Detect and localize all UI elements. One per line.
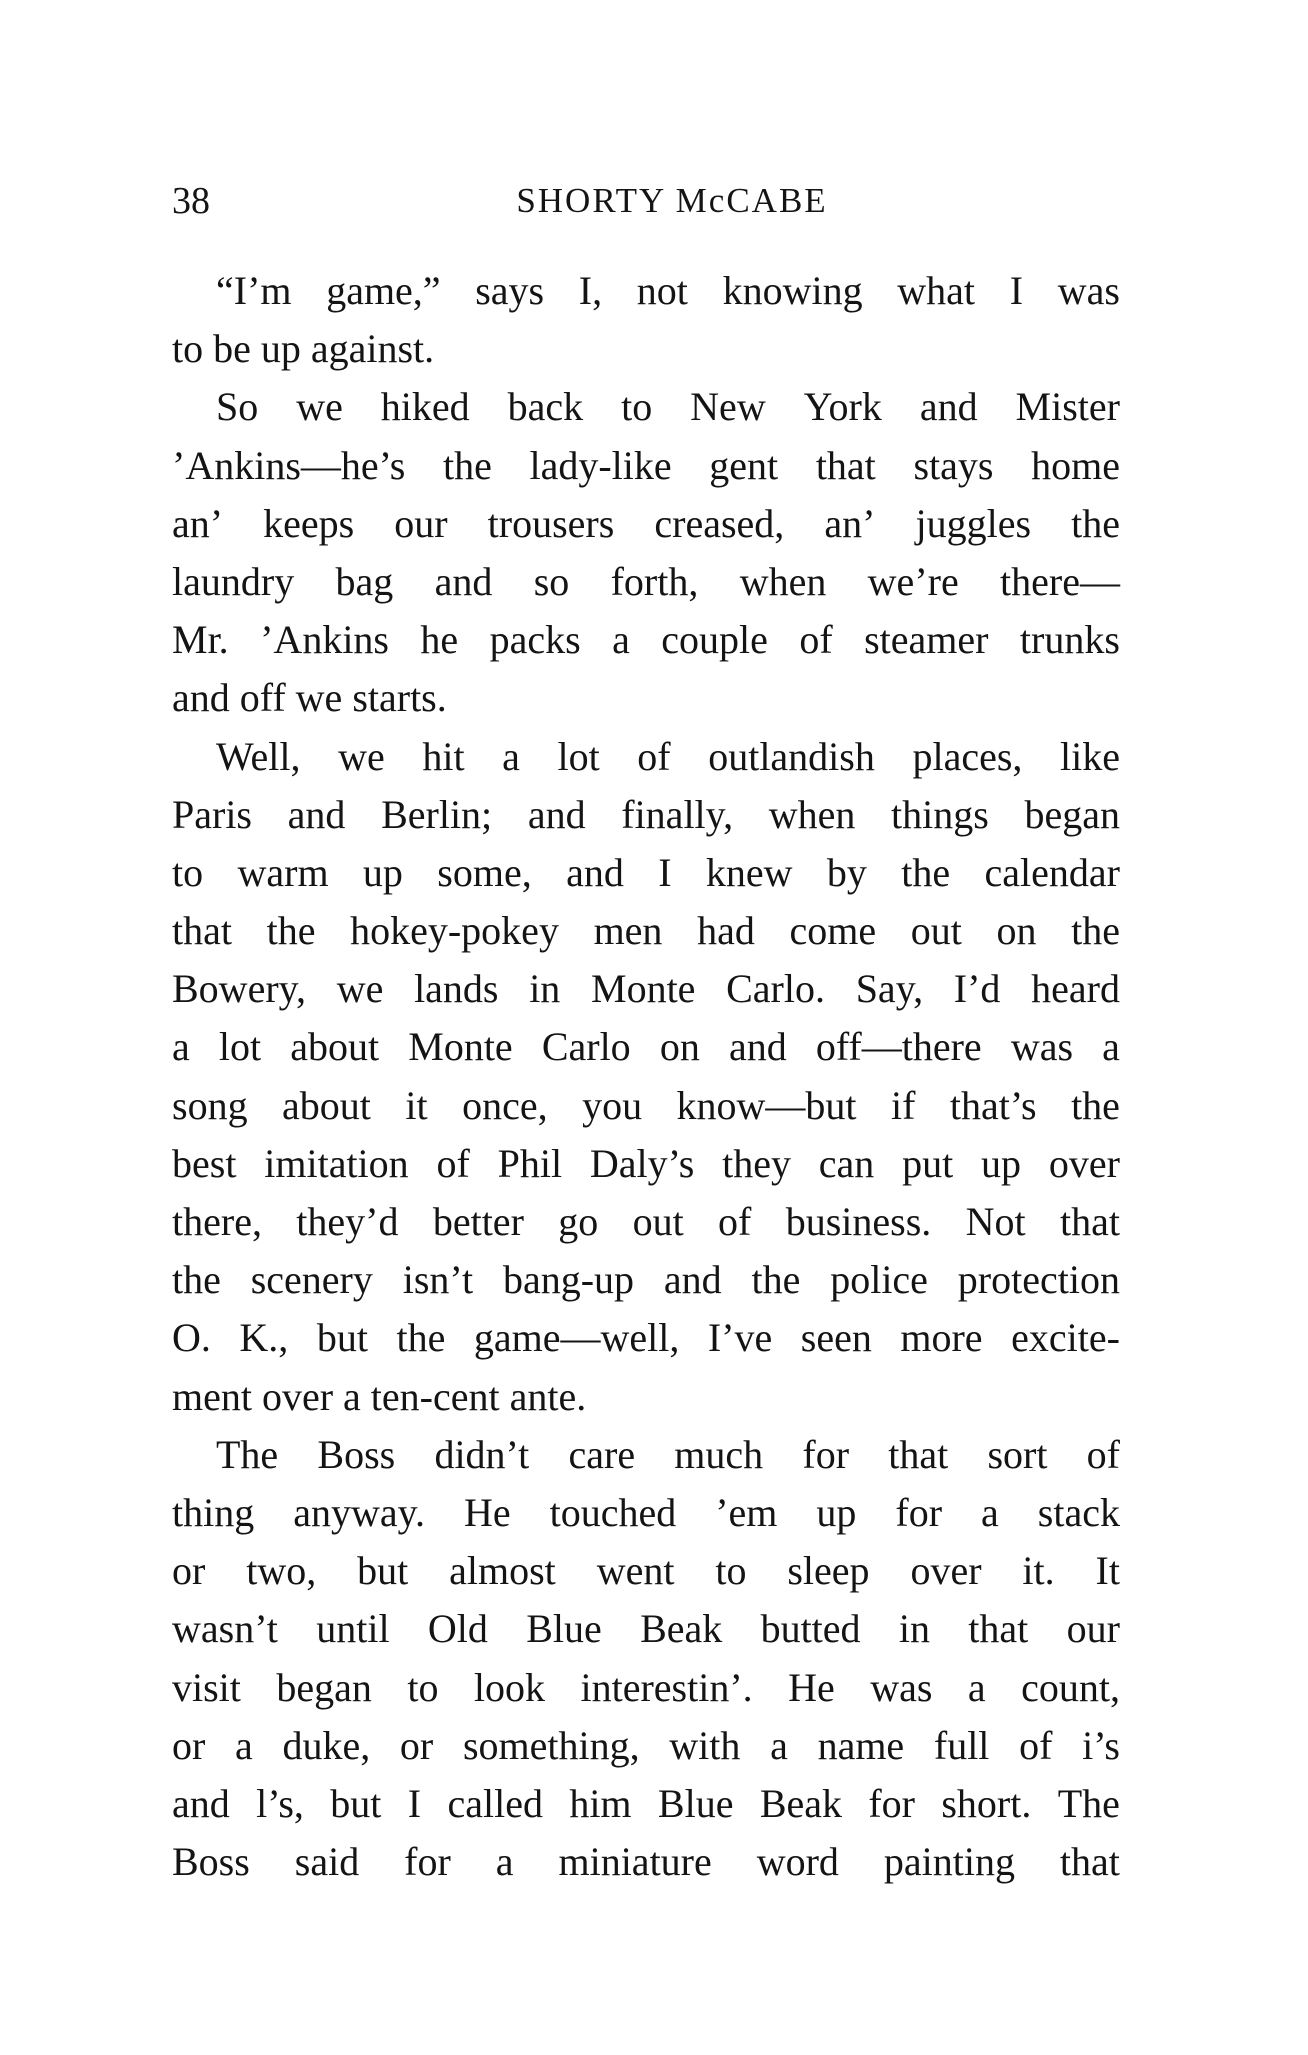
book-title: SHORTY McCABE xyxy=(516,181,828,220)
text-line: ’Ankins—he’s the lady-like gent that stays home xyxy=(172,442,1120,488)
text-line: the scenery isn’t bang-up and the police protection xyxy=(172,1257,1120,1303)
text-line: O. K., but the game—well, I’ve seen more excite- xyxy=(172,1315,1120,1361)
text-line: and off we starts. xyxy=(172,675,447,721)
text-line: So we hiked back to New York and Mister xyxy=(216,384,1120,430)
text-line: “I’m game,” says I, not knowing what I was xyxy=(216,268,1120,313)
text-line: there, they’d better go out of business. Not that xyxy=(172,1199,1120,1244)
text-line: wasn’t until Old Blue Beak butted in that our xyxy=(172,1606,1120,1652)
text-line: visit began to look interestin’. He was a count, xyxy=(172,1664,1120,1710)
text-line: ment over a ten-cent ante. xyxy=(172,1373,587,1419)
text-line: laundry bag and so forth, when we’re there— xyxy=(172,558,1120,604)
paragraph xyxy=(172,378,1120,727)
text-line: Boss said for a miniature word painting that xyxy=(172,1839,1120,1885)
text-line: or a duke, or something, with a name full of i’s xyxy=(172,1722,1120,1768)
page-number: 38 xyxy=(172,180,210,222)
text-line: best imitation of Phil Daly’s they can put up over xyxy=(172,1140,1120,1186)
text-line: The Boss didn’t care much for that sort of xyxy=(216,1431,1120,1477)
text-line: to be up against. xyxy=(172,326,435,372)
text-line: or two, but almost went to sleep over it. It xyxy=(172,1548,1120,1594)
text-line: that the hokey-pokey men had come out on the xyxy=(172,908,1120,954)
running-head xyxy=(172,176,1120,226)
paragraph xyxy=(172,262,1120,378)
text-line: and l’s, but I called him Blue Beak for short. The xyxy=(172,1780,1120,1826)
text-line: Paris and Berlin; and finally, when things began xyxy=(172,791,1120,837)
body-text xyxy=(172,262,1120,1891)
text-line: an’ keeps our trousers creased, an’ juggles the xyxy=(172,500,1120,546)
text-line: song about it once, you know—but if that’s the xyxy=(172,1082,1120,1128)
paragraph xyxy=(172,728,1120,1426)
text-line: to warm up some, and I knew by the calendar xyxy=(172,849,1120,895)
text-line: a lot about Monte Carlo on and off—there was a xyxy=(172,1024,1120,1070)
text-line: Mr. ’Ankins he packs a couple of steamer trunks xyxy=(172,617,1120,663)
text-line: thing anyway. He touched ’em up for a stack xyxy=(172,1489,1120,1535)
text-line: Bowery, we lands in Monte Carlo. Say, I’d heard xyxy=(172,966,1120,1012)
paragraph xyxy=(172,1426,1120,1892)
text-line: Well, we hit a lot of outlandish places, like xyxy=(216,733,1120,779)
